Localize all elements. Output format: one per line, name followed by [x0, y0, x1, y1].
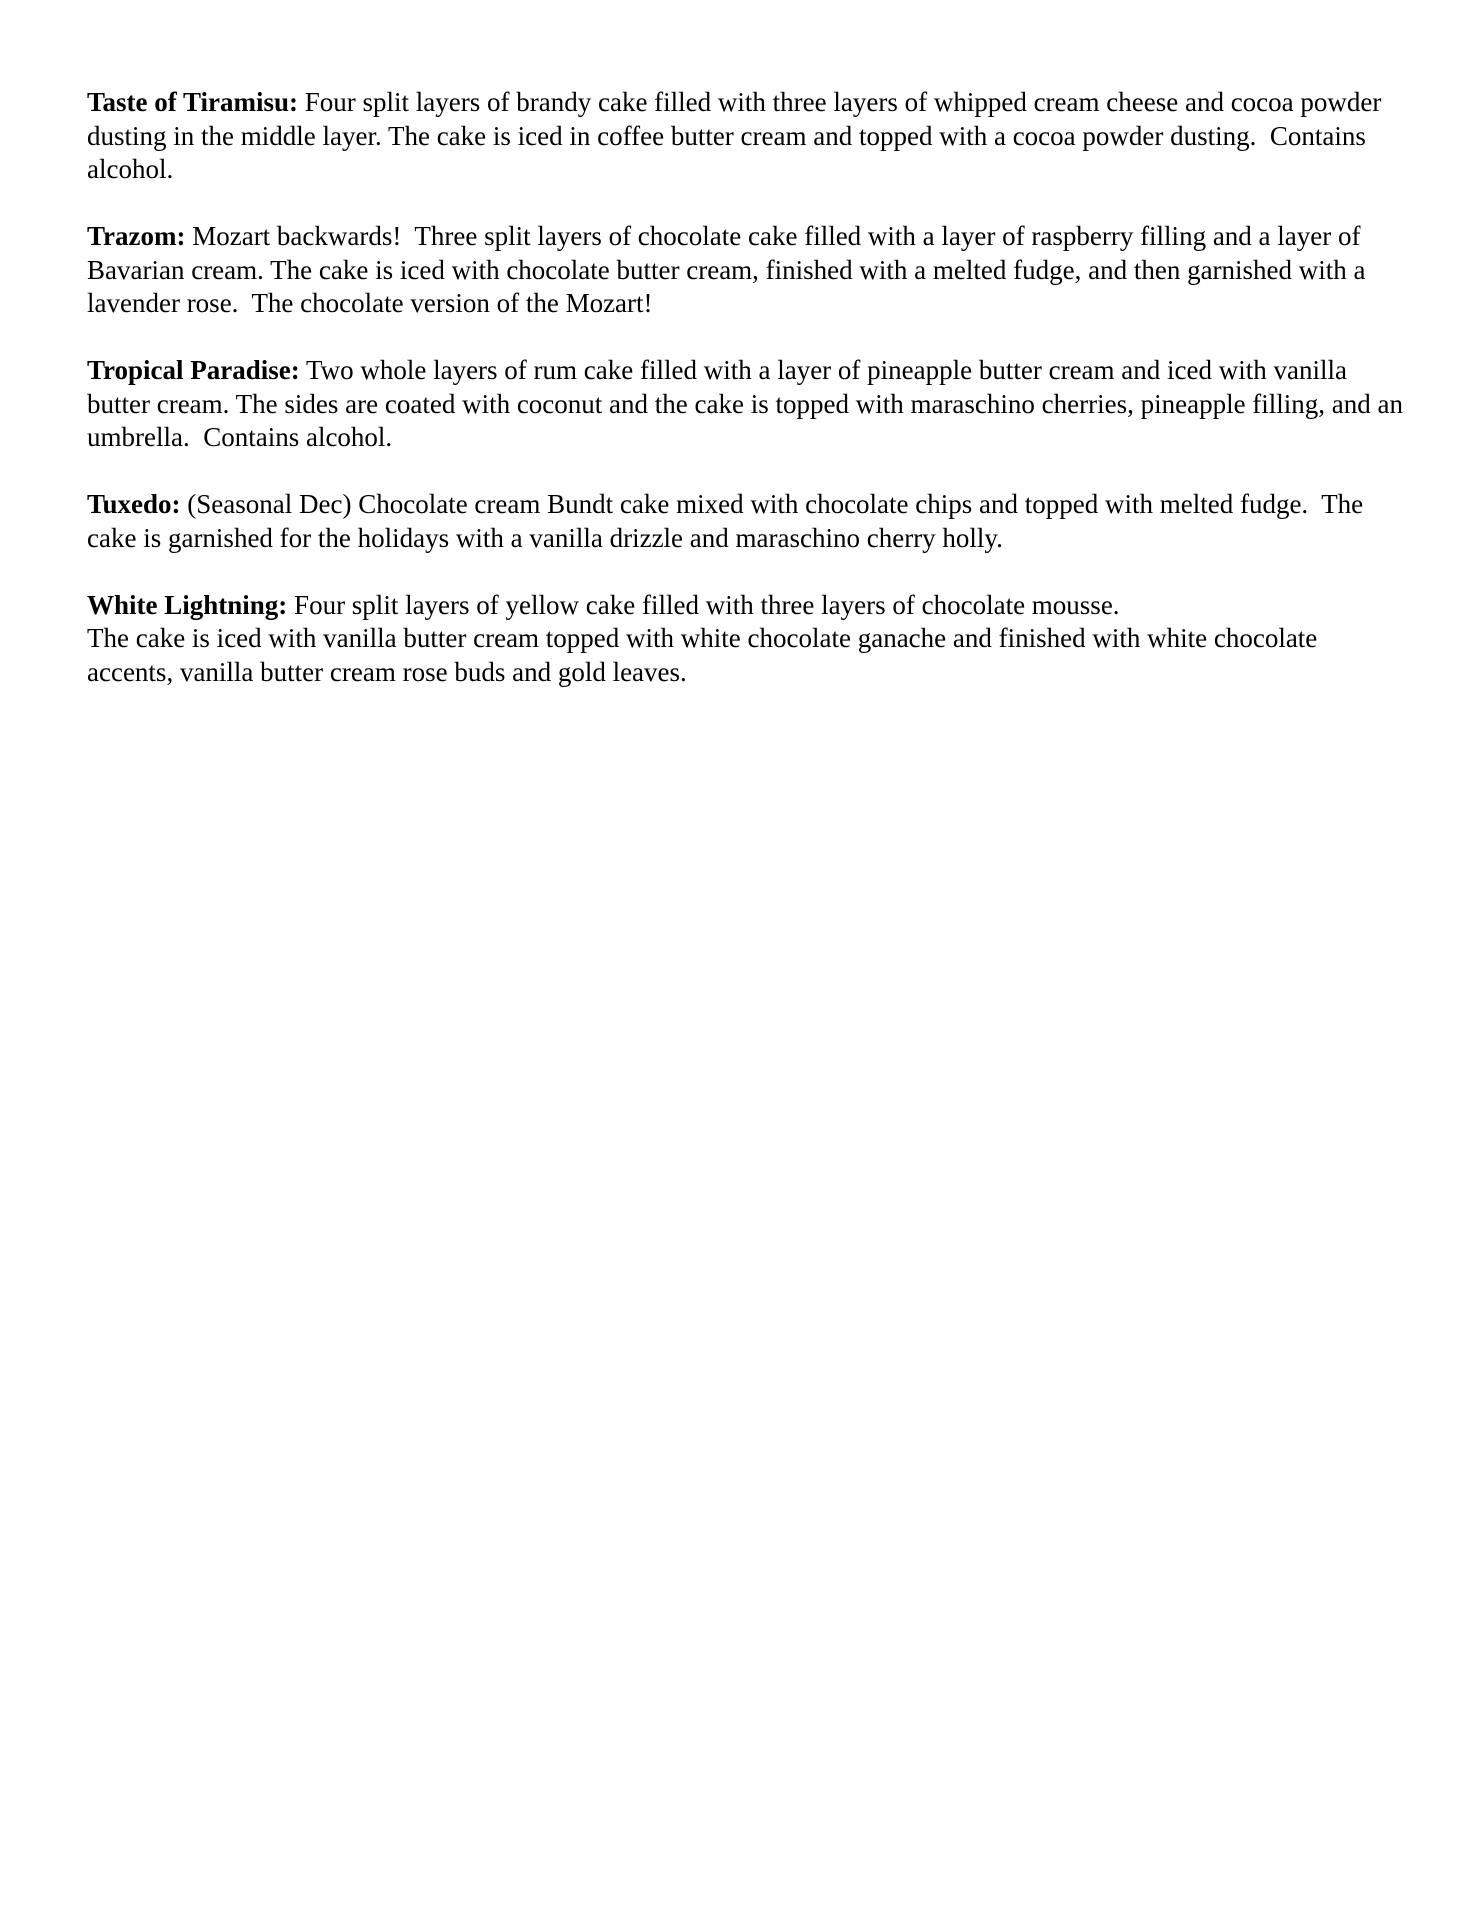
- cake-entry-tuxedo: [87, 488, 1404, 555]
- cake-name: Tuxedo:: [87, 489, 181, 519]
- cake-description: Mozart backwards! Three split layers of chocolate cake filled with a layer of raspberry filling and a layer of Bavarian cream. The cake is iced with chocolate butter cream, finished with a melted fudge, and then garnished with a lavender rose. The chocolate version of the Mozart!: [87, 221, 1373, 318]
- cake-entry-taste-of-tiramisu: [87, 86, 1404, 187]
- cake-entry-white-lightning: [87, 589, 1404, 690]
- cake-entry-trazom: [87, 220, 1404, 321]
- cake-name: Taste of Tiramisu:: [87, 87, 299, 117]
- cake-name: White Lightning:: [87, 589, 288, 620]
- cake-description: (Seasonal Dec) Chocolate cream Bundt cake mixed with chocolate chips and topped with melted fudge. The cake is garnished for the holidays with a vanilla drizzle and maraschino cherry holly.: [87, 489, 1370, 553]
- cake-description-continuation: The cake is iced with vanilla butter cream topped with white chocolate ganache and finished with white chocolate accents, vanilla butter cream rose buds and gold leaves.: [87, 623, 1325, 687]
- cake-description: Two whole layers of rum cake filled with a layer of pineapple butter cream and iced with vanilla butter cream. The sides are coated with coconut and the cake is topped with maraschino cherries, pineapple filling, and an umbrella. Contains alcohol.: [87, 355, 1410, 452]
- cake-name: Tropical Paradise:: [87, 355, 300, 385]
- cake-name: Trazom:: [87, 221, 186, 251]
- cake-description: Four split layers of brandy cake filled with three layers of whipped cream cheese and cocoa powder dusting in the middle layer. The cake is iced in coffee butter cream and topped with a cocoa powder dusting. Contains alcohol.: [87, 87, 1389, 184]
- cake-description: Four split layers of yellow cake filled with three layers of chocolate mousse.: [287, 589, 1120, 620]
- cake-entry-tropical-paradise: [87, 354, 1410, 455]
